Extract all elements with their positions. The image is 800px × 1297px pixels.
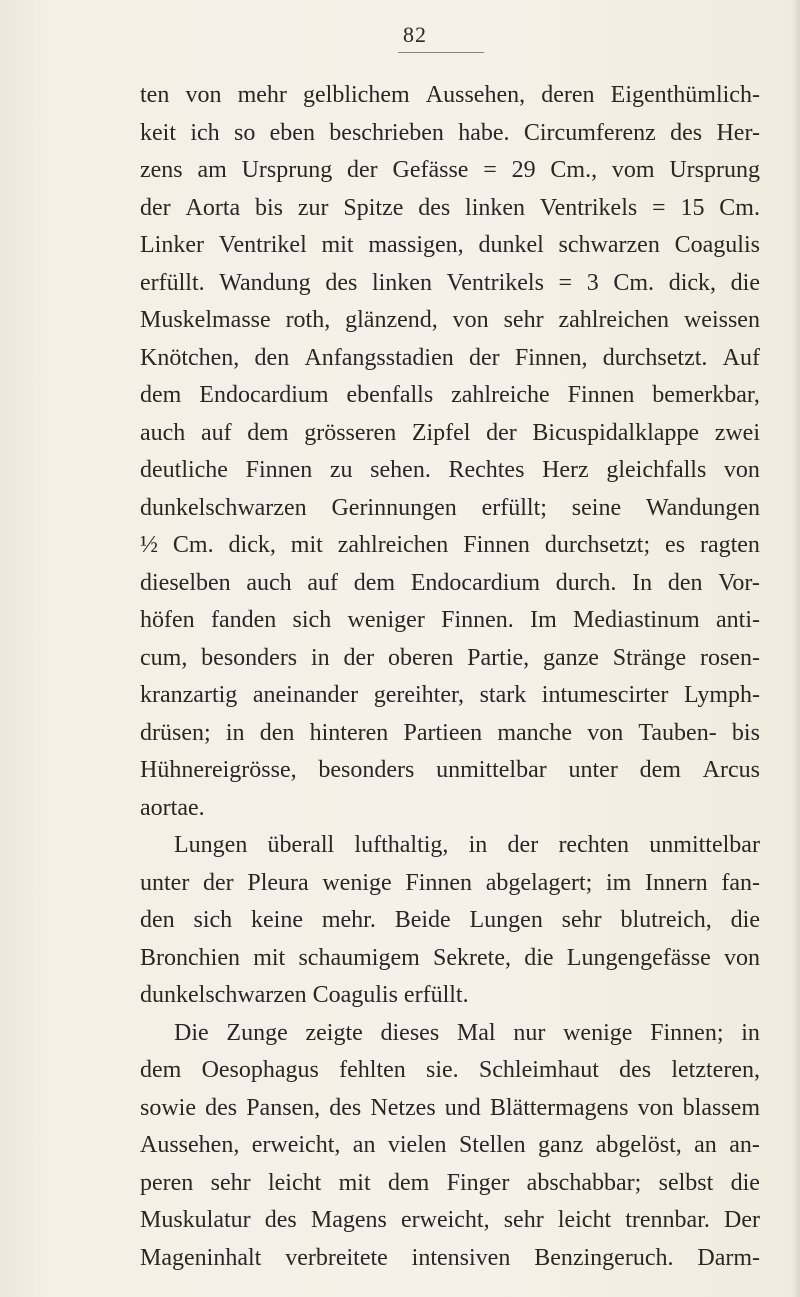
text-line: auch auf dem grösseren Zipfel der Bicuspidalklappe zwei bbox=[140, 419, 760, 446]
text-line: dieselben auch auf dem Endocardium durch. In den Vor- bbox=[140, 569, 760, 596]
text-line: den sich keine mehr. Beide Lungen sehr blutreich, die bbox=[140, 907, 760, 933]
text-line: höfen fanden sich weniger Finnen. Im Mediastinum anti- bbox=[140, 607, 760, 633]
page-edge-shadow bbox=[792, 0, 800, 1297]
text-line: aortae. bbox=[140, 794, 205, 821]
header-rule bbox=[398, 52, 484, 53]
text-line: Hühnereigrösse, besonders unmittelbar unter dem Arcus bbox=[140, 757, 760, 783]
text-line: kranzartig aneinander gereihter, stark intumescirter Lymph- bbox=[140, 682, 760, 708]
text-line: der Aorta bis zur Spitze des linken Ventrikels = 15 Cm. bbox=[140, 194, 760, 221]
text-line: Muskulatur des Magens erweicht, sehr leicht trennbar. Der bbox=[140, 1207, 760, 1233]
body-text bbox=[140, 77, 760, 1277]
text-line: drüsen; in den hinteren Partieen manche von Tauben- bis bbox=[140, 719, 760, 746]
text-line: zens am Ursprung der Gefässe = 29 Cm., vom Ursprung bbox=[140, 157, 760, 183]
text-line: ½ Cm. dick, mit zahlreichen Finnen durchsetzt; es ragten bbox=[140, 532, 760, 558]
text-line: dunkelschwarzen Gerinnungen erfüllt; seine Wandungen bbox=[140, 494, 760, 521]
text-line: dunkelschwarzen Coagulis erfüllt. bbox=[140, 982, 469, 1008]
text-line: dem Endocardium ebenfalls zahlreiche Finnen bemerkbar, bbox=[140, 382, 760, 408]
text-line: Mageninhalt verbreitete intensiven Benzingeruch. Darm- bbox=[140, 1244, 760, 1271]
text-line: Lungen überall lufthaltig, in der rechten unmittelbar bbox=[174, 832, 760, 858]
text-line: cum, besonders in der oberen Partie, ganze Stränge rosen- bbox=[140, 644, 760, 671]
text-line: Muskelmasse roth, glänzend, von sehr zahlreichen weissen bbox=[140, 307, 760, 333]
text-line: keit ich so eben beschrieben habe. Circumferenz des Her- bbox=[140, 119, 760, 146]
text-line: unter der Pleura wenige Finnen abgelagert; im Innern fan- bbox=[140, 869, 760, 896]
text-line: sowie des Pansen, des Netzes und Blättermagens von blassem bbox=[140, 1094, 760, 1121]
text-line: Die Zunge zeigte dieses Mal nur wenige Finnen; in bbox=[174, 1019, 760, 1046]
text-line: deutliche Finnen zu sehen. Rechtes Herz gleichfalls von bbox=[140, 457, 760, 483]
page-number: 82 bbox=[403, 22, 427, 47]
text-line: erfüllt. Wandung des linken Ventrikels = 3 Cm. dick, die bbox=[140, 269, 760, 296]
text-line: Aussehen, erweicht, an vielen Stellen ganz abgelöst, an an- bbox=[140, 1132, 760, 1158]
text-line: Knötchen, den Anfangsstadien der Finnen, durchsetzt. Auf bbox=[140, 344, 760, 371]
text-line: Bronchien mit schaumigem Sekrete, die Lungengefässe von bbox=[140, 944, 760, 971]
text-line: Linker Ventrikel mit massigen, dunkel schwarzen Coagulis bbox=[140, 232, 760, 258]
text-line: dem Oesophagus fehlten sie. Schleimhaut des letzteren, bbox=[140, 1057, 760, 1083]
text-line: ten von mehr gelblichem Aussehen, deren Eigenthümlich- bbox=[140, 82, 760, 108]
text-line: peren sehr leicht mit dem Finger abschabbar; selbst die bbox=[140, 1169, 760, 1196]
